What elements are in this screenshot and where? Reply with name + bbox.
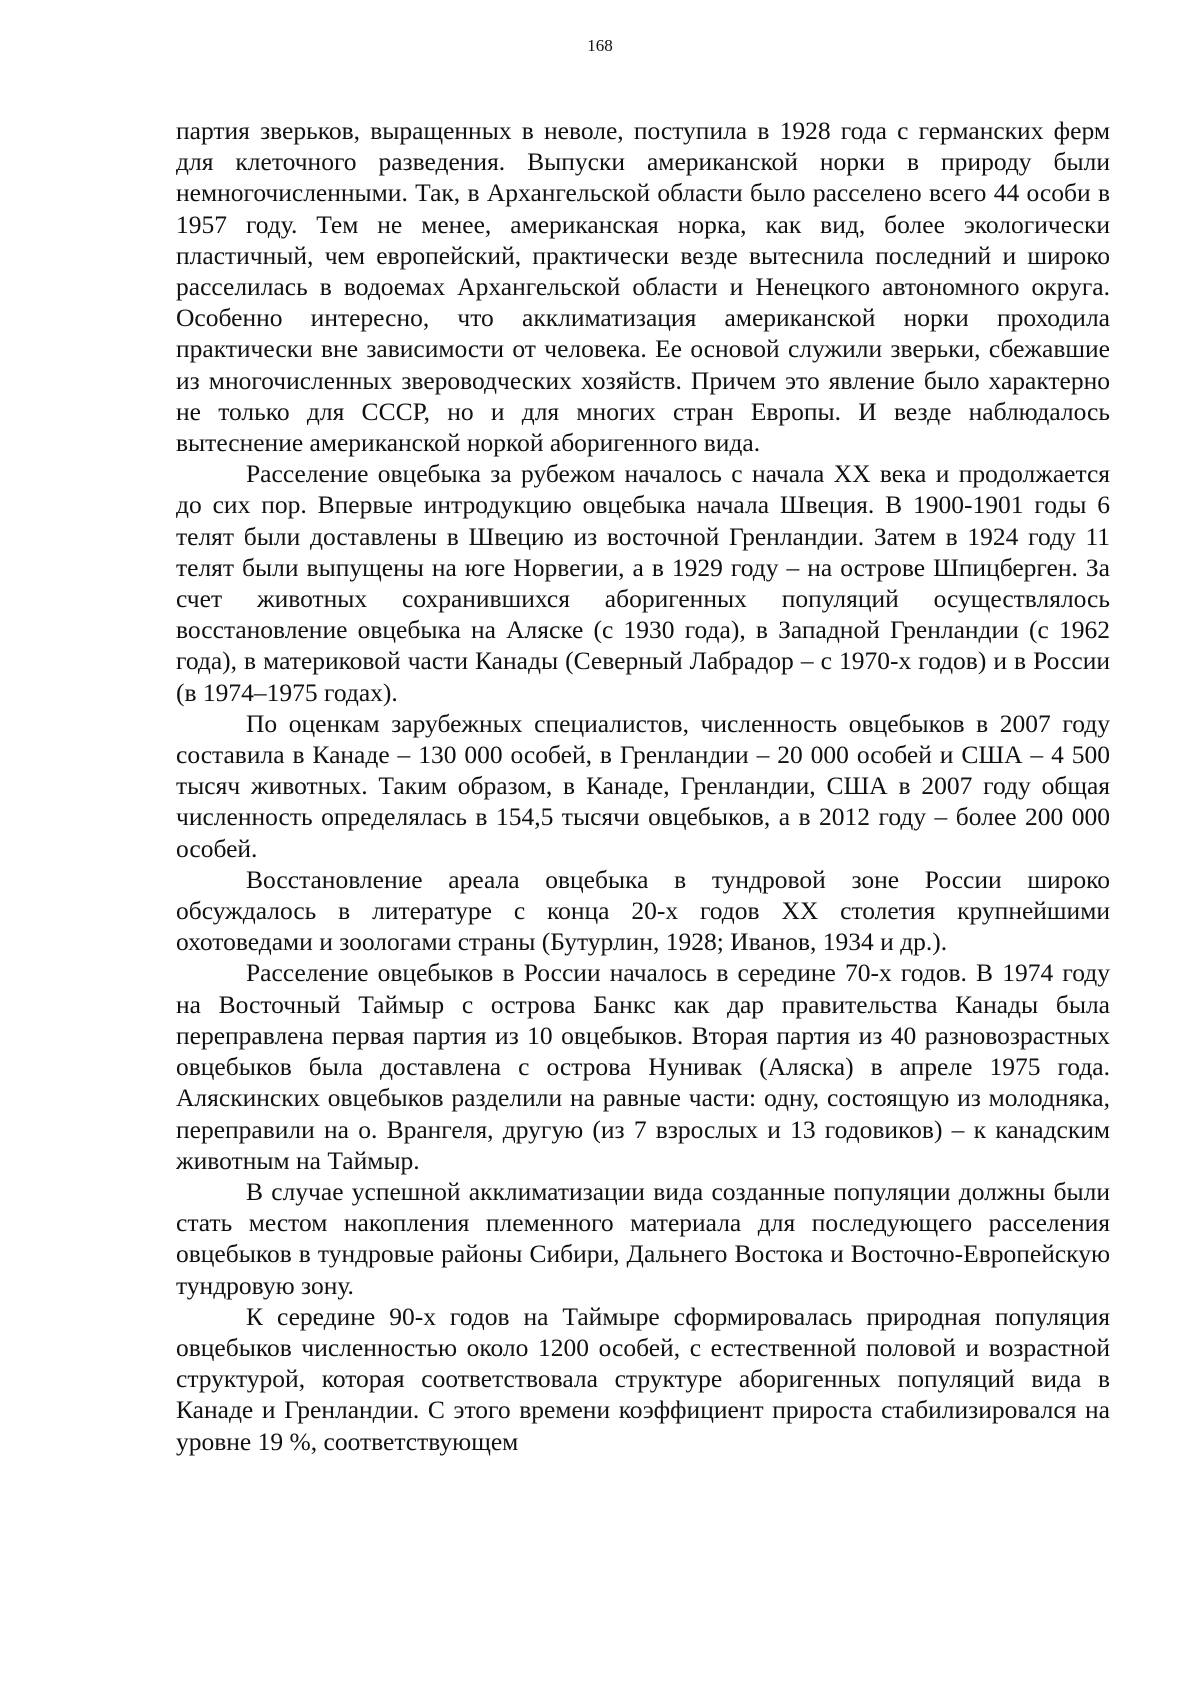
paragraph-mink-acclimatization: партия зверьков, выращенных в неволе, поступила в 1928 года с германских ферм для клеточного разведения. Выпуски американской норки в природу были немногочисленными. Так, в Архангельской области было расселено всего 44 особи в 1957 году. Тем не менее, американская норка, как вид, более экологически пластичный, чем европейский, практически везде вытеснила последний и широко расселилась в водоемах Архангельской области и Ненецкого автономного округа. Особенно интересно, что акклиматизация американской норки проходила практически вне зависимости от человека. Ее основой служили зверьки, сбежавшие из многочисленных звероводческих хозяйств. Причем это явление было характерно не только для СССР, но и для многих стран Европы. И везде наблюдалось вытеснение американской норкой аборигенного вида. [176, 116, 1110, 458]
body-text [176, 115, 1110, 1457]
page-number: 168 [587, 36, 613, 55]
paragraph-taimyr-population: К середине 90-х годов на Таймыре сформировалась природная популяция овцебыков численностью около 1200 особей, с естественной половой и возрастной структурой, которая соответствовала структуре аборигенных популяций вида в Канаде и Гренландии. С этого времени коэффициент прироста стабилизировался на уровне 19 %, соответствующем [176, 1301, 1110, 1456]
paragraph-muskox-population-estimates: По оценкам зарубежных специалистов, численность овцебыков в 2007 году составила в Канаде – 130 000 особей, в Гренландии – 20 000 особей и США – 4 500 тысяч животных. Таким образом, в Канаде, Гренландии, США в 2007 году общая численность определялась в 154,5 тысячи овцебыков, а в 2012 году – более 200 000 особей. [176, 708, 1110, 863]
paragraph-russia-resettlement: Расселение овцебыков в России началось в середине 70-х годов. В 1974 году на Восточный Таймыр с острова Банкс как дар правительства Канады была переправлена первая партия из 10 овцебыков. Вторая партия из 40 разновозрастных овцебыков была доставлена с острова Нунивак (Аляска) в апреле 1975 года. Аляскинских овцебыков разделили на равные части: одну, состоящую из молодняка, переправили на о. Врангеля, другую (из 7 взрослых и 13 годовиков) – к канадским животным на Таймыр. [176, 958, 1110, 1175]
paragraph-successful-acclimatization: В случае успешной акклиматизации вида созданные популяции должны были стать местом накопления племенного материала для последующего расселения овцебыков в тундровые районы Сибири, Дальнего Востока и Восточно-Европейскую тундровую зону. [176, 1176, 1110, 1300]
paragraph-muskox-abroad: Расселение овцебыка за рубежом началось с начала XX века и продолжается до сих пор. Впервые интродукцию овцебыка начала Швеция. В 1900-1901 годы 6 телят были доставлены в Швецию из восточной Гренландии. Затем в 1924 году 11 телят были выпущены на юге Норвегии, а в 1929 году – на острове Шпицберген. За счет животных сохранившихся аборигенных популяций осуществлялось восстановление овцебыка на Аляске (с 1930 года), в Западной Гренландии (с 1962 года), в материковой части Канады (Северный Лабрадор – с 1970-х годов) и в России (в 1974–1975 годах). [176, 459, 1110, 707]
paragraph-range-restoration: Восстановление ареала овцебыка в тундровой зоне России широко обсуждалось в литературе с конца 20-х годов XX столетия крупнейшими охотоведами и зоологами страны (Бутурлин, 1928; Иванов, 1934 и др.). [176, 864, 1110, 957]
